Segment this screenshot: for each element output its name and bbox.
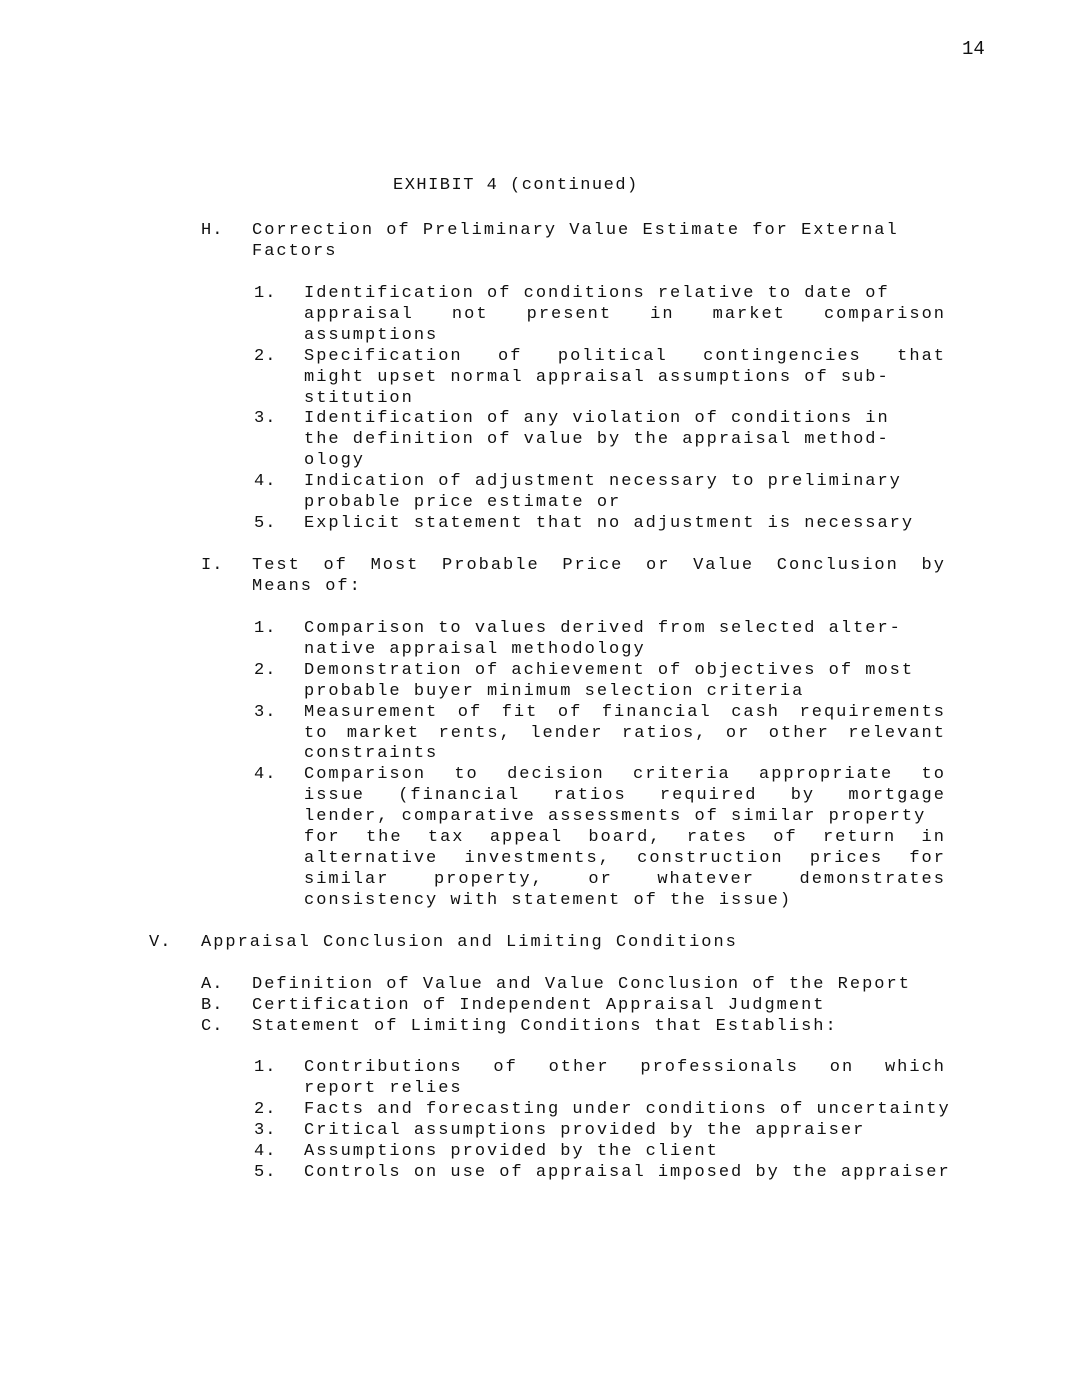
list-item-number: 1. [254, 619, 277, 638]
list-item-line: Demonstration of achievement of objectives of most [304, 660, 915, 680]
list-item-line: Identification of any violation of conditions in [304, 409, 890, 429]
list-item-line: Comparison to decision criteria appropriate to [304, 765, 946, 785]
list-item-line: probable buyer minimum selection criteria [304, 681, 805, 701]
list-item-number: 2. [254, 660, 277, 680]
list-item-line: Facts and forecasting under conditions of uncertainty [304, 1099, 951, 1119]
subsection-text: Definition of Value and Value Conclusion of the Report [252, 975, 911, 994]
list-item-line: ology [304, 451, 366, 471]
list-item-line: similar property, or whatever demonstrates [304, 869, 946, 889]
list-item-number: 5. [254, 513, 277, 533]
list-item-line: Measurement of fit of financial cash requirements [304, 702, 946, 722]
list-item-line: for the tax appeal board, rates of return in [304, 828, 946, 847]
list-item-number: 4. [254, 472, 277, 492]
list-item-line: Controls on use of appraisal imposed by the appraiser [304, 1162, 951, 1182]
list-item-line: Comparison to values derived from selected alter- [304, 619, 902, 638]
section-heading-line: Factors [252, 241, 338, 261]
list-item-number: 4. [254, 765, 277, 785]
list-item-line: Assumptions provided by the client [304, 1141, 719, 1161]
list-item-line: stitution [304, 388, 414, 408]
subsection-marker: C. [201, 1016, 224, 1036]
subsection-text: Statement of Limiting Conditions that Establish: [252, 1016, 838, 1036]
exhibit-title: EXHIBIT 4 (continued) [393, 176, 639, 195]
list-item-number: 2. [254, 346, 277, 366]
section-heading-line: Means of: [252, 576, 362, 596]
subsection-marker: B. [201, 995, 224, 1015]
list-item-line: Indication of adjustment necessary to preliminary [304, 472, 902, 492]
list-item-line: Critical assumptions provided by the appraiser [304, 1120, 866, 1140]
section-marker-V: V. [149, 933, 172, 952]
list-item-line: to market rents, lender ratios, or other relevant [304, 723, 946, 743]
section-heading-line: Correction of Preliminary Value Estimate for External [252, 221, 899, 240]
page-number: 14 [962, 38, 985, 60]
section-marker-H: H. [201, 221, 224, 240]
list-item-line: lender, comparative assessments of similar property [304, 807, 927, 827]
list-item-number: 3. [254, 702, 277, 722]
list-item-line: the definition of value by the appraisal method- [304, 430, 890, 450]
list-item-line: assumptions [304, 325, 439, 345]
list-item-line: Explicit statement that no adjustment is necessary [304, 513, 915, 533]
list-item-line: consistency with statement of the issue) [304, 890, 793, 910]
list-item-line: issue (financial ratios required by mortgage [304, 786, 946, 806]
list-item-line: native appraisal methodology [304, 639, 646, 659]
list-item-line: alternative investments, construction prices for [304, 848, 946, 868]
list-item-number: 3. [254, 1120, 277, 1140]
list-item-number: 1. [254, 284, 277, 303]
list-item-line: Contributions of other professionals on which [304, 1058, 946, 1077]
list-item-number: 3. [254, 409, 277, 429]
section-marker-I: I. [201, 556, 224, 575]
list-item-line: Specification of political contingencies that [304, 346, 946, 366]
list-item-line: constraints [304, 744, 439, 764]
list-item-number: 1. [254, 1058, 277, 1077]
subsection-marker: A. [201, 975, 224, 994]
list-item-number: 5. [254, 1162, 277, 1182]
list-item-line: report relies [304, 1078, 463, 1098]
section-heading-line: Test of Most Probable Price or Value Conclusion by [252, 556, 946, 575]
section-heading: Appraisal Conclusion and Limiting Conditions [201, 933, 738, 952]
list-item-line: might upset normal appraisal assumptions of sub- [304, 367, 890, 387]
list-item-line: Identification of conditions relative to date of [304, 284, 890, 303]
list-item-line: probable price estimate or [304, 493, 622, 512]
list-item-line: appraisal not present in market comparison [304, 304, 946, 324]
list-item-number: 2. [254, 1099, 277, 1119]
list-item-number: 4. [254, 1141, 277, 1161]
subsection-text: Certification of Independent Appraisal Judgment [252, 995, 826, 1015]
